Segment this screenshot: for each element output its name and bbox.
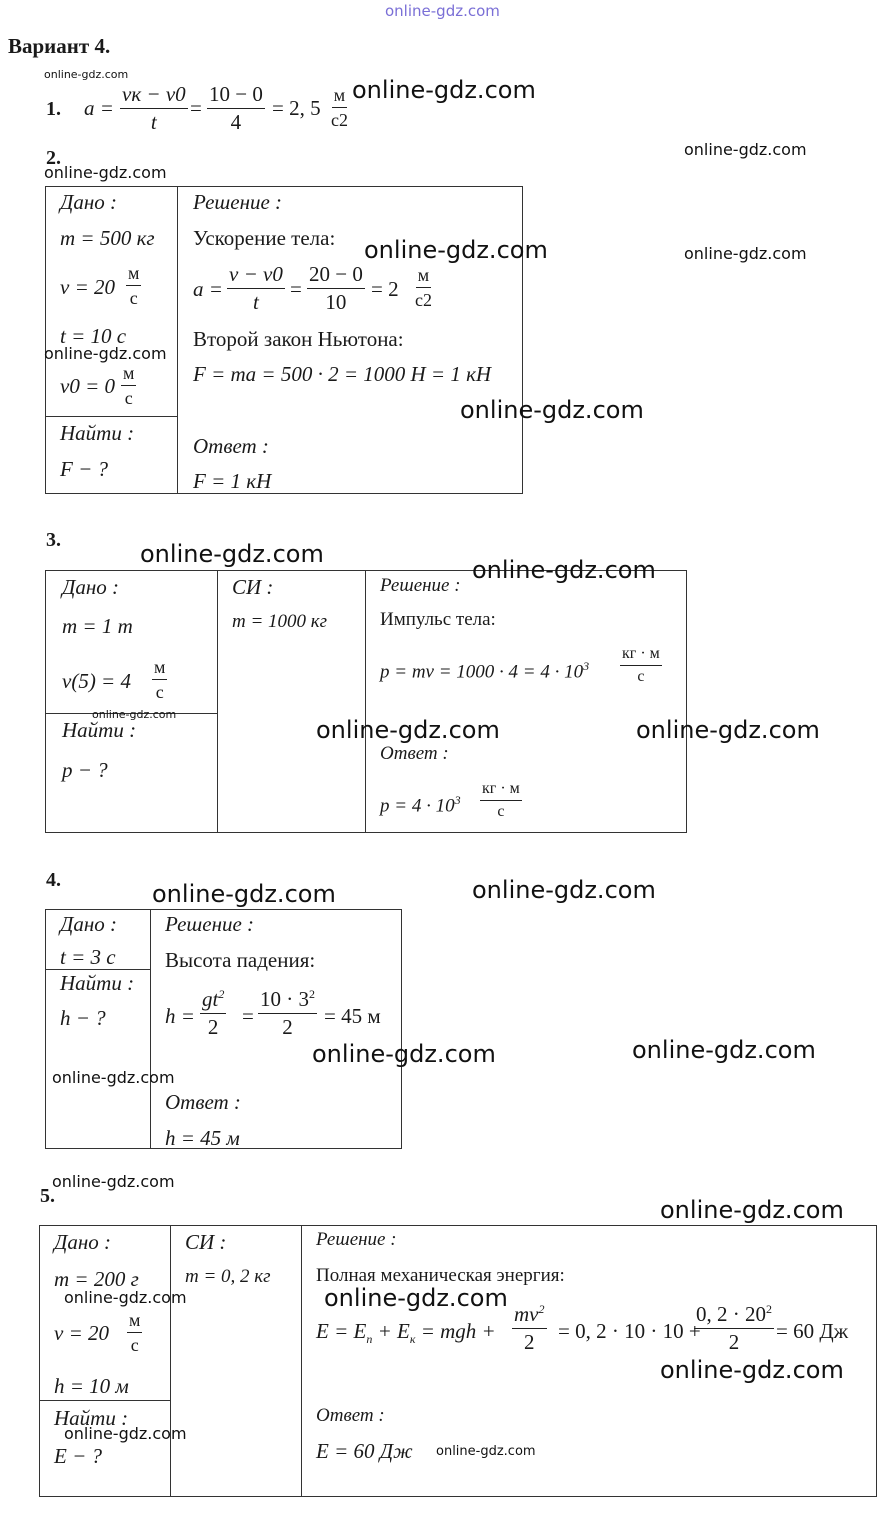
p4-answer-label: Ответ : — [165, 1090, 241, 1114]
p2-accel-frac2: $\frac{20 - 0}{10}$ — [309, 262, 363, 314]
p5-line1: Полная механическая энергия: — [316, 1265, 565, 1286]
watermark: online-gdz.com — [44, 68, 129, 81]
watermark: online-gdz.com — [436, 1444, 536, 1459]
p3-answer-unit: кг · м с — [482, 780, 520, 820]
watermark: online-gdz.com — [44, 344, 167, 363]
p2-accel-result: = 2 — [371, 277, 399, 301]
p3-formula-unit: кг · м с — [622, 645, 660, 685]
p5-answer-label: Ответ : — [316, 1405, 385, 1426]
watermark: online-gdz.com — [472, 876, 656, 904]
problem-5-number: 5. — [40, 1185, 55, 1207]
watermark: online-gdz.com — [140, 540, 324, 568]
watermark: online-gdz.com — [660, 1196, 844, 1224]
p4-result: = 45 м — [324, 1004, 381, 1028]
p5-si: m = 0, 2 кг — [185, 1266, 271, 1287]
watermark: online-gdz.com — [312, 1040, 496, 1068]
p1-fraction-values: $\frac{10 - 0}{4}$ — [209, 82, 263, 134]
p2-given-time: t = 10 с — [60, 324, 127, 348]
page-title: Вариант 4. — [8, 34, 111, 58]
p2-find-label: Найти : — [60, 421, 135, 445]
p3-answer-label: Ответ : — [380, 743, 449, 764]
p5-given-velocity: v = 20 — [54, 1321, 109, 1345]
p4-eq: = — [242, 1004, 254, 1028]
p2-given-label: Дано : — [60, 190, 118, 214]
p1-fraction-velocity: vк − v0 t — [122, 82, 186, 134]
p2-accel-frac1: $\frac{v - v0}{t}$ — [229, 262, 283, 314]
watermark: online-gdz.com — [684, 140, 807, 159]
p1-lhs: a = — [84, 96, 114, 120]
p3-si: m = 1000 кг — [232, 611, 328, 632]
watermark: online-gdz.com — [324, 1284, 508, 1312]
problem-3-number: 3. — [46, 529, 61, 551]
p5-given-velocity-unit: м с — [129, 1310, 141, 1355]
p2-given-mass: m = 500 кг — [60, 226, 155, 250]
p2-given-v0: v0 = 0 — [60, 374, 115, 398]
site-watermark-top: online-gdz.com — [385, 2, 500, 20]
watermark: online-gdz.com — [472, 556, 656, 584]
p1-eq: = — [190, 96, 202, 120]
p2-answer: F = 1 кН — [193, 469, 272, 493]
p4-solution-label: Решение : — [165, 912, 255, 936]
watermark: online-gdz.com — [52, 1172, 175, 1191]
p3-given-label: Дано : — [62, 575, 120, 599]
watermark: online-gdz.com — [660, 1356, 844, 1384]
p2-solution-label: Решение : — [193, 190, 283, 214]
watermark: online-gdz.com — [64, 1288, 187, 1307]
p2-given-velocity: v = 20 — [60, 275, 115, 299]
p5-find: E − ? — [54, 1444, 102, 1468]
p3-find: p − ? — [62, 758, 108, 782]
p2-find: F − ? — [60, 457, 108, 481]
problem-2-number: 2. — [46, 147, 61, 169]
p5-given-height: h = 10 м — [54, 1374, 129, 1398]
p3-si-label: СИ : — [232, 575, 274, 599]
p5-given-mass: m = 200 г — [54, 1267, 139, 1291]
p5-solution-label: Решение : — [316, 1229, 397, 1250]
p5-frac1: $\frac{mv^2}{2}$ — [514, 1302, 545, 1354]
problem-4-number: 4. — [46, 869, 61, 891]
p3-given-mass: m = 1 т — [62, 614, 133, 638]
p3-given-velocity-unit: м с — [154, 657, 166, 702]
problem-1-number: 1. — [46, 98, 61, 120]
p4-frac2: $\frac{10 \cdot 3^2}{2}$ — [260, 987, 315, 1039]
p1-result: = 2, 5 — [272, 96, 321, 120]
p5-answer: E = 60 Дж — [316, 1439, 413, 1463]
p4-given-label: Дано : — [60, 912, 118, 936]
p2-accel-unit: м с2 — [415, 265, 432, 310]
watermark: online-gdz.com — [52, 1068, 175, 1087]
p2-line2: Второй закон Ньютона: — [193, 327, 404, 351]
p5-energy-lhs: $E = E_п + E_к$ = mgh + — [316, 1319, 496, 1347]
p4-answer: h = 45 м — [165, 1126, 240, 1150]
watermark: online-gdz.com — [352, 76, 536, 104]
p3-given-velocity: v(5) = 4 — [62, 669, 131, 693]
p4-frac1: $\frac{gt^2}{2}$ — [202, 987, 225, 1039]
p5-si-label: СИ : — [185, 1230, 227, 1254]
watermark: online-gdz.com — [64, 1424, 187, 1443]
watermark: online-gdz.com — [92, 708, 177, 721]
watermark: online-gdz.com — [152, 880, 336, 908]
p5-find-label: Найти : — [54, 1406, 129, 1430]
p4-given-time: t = 3 с — [60, 945, 116, 969]
p4-find: h − ? — [60, 1006, 106, 1030]
watermark: online-gdz.com — [460, 396, 644, 424]
p4-find-label: Найти : — [60, 971, 135, 995]
watermark: online-gdz.com — [636, 716, 820, 744]
p5-frac2: $\frac{0, 2 \cdot 20^2}{2}$ — [696, 1302, 772, 1354]
watermark: online-gdz.com — [316, 716, 500, 744]
watermark: online-gdz.com — [44, 163, 167, 182]
p2-accel-eq: = — [290, 277, 302, 301]
p2-given-v0-unit: м с — [123, 363, 135, 408]
p5-given-label: Дано : — [54, 1230, 112, 1254]
p2-force: F = ma = 500 · 2 = 1000 Н = 1 кН — [193, 362, 492, 386]
p2-accel-lhs: a = — [193, 277, 223, 301]
p3-solution-label: Решение : — [380, 575, 461, 596]
p2-answer-label: Ответ : — [193, 434, 269, 458]
p5-result: = 60 Дж — [776, 1319, 849, 1343]
watermark: online-gdz.com — [684, 244, 807, 263]
p3-answer: $p = 4 \cdot 10^3$ — [380, 793, 461, 817]
watermark: online-gdz.com — [364, 236, 548, 264]
p1-unit: м с2 — [331, 85, 348, 130]
p3-find-label: Найти : — [62, 718, 137, 742]
watermark: online-gdz.com — [632, 1036, 816, 1064]
p5-mid: = 0, 2 · 10 · 10 + — [558, 1319, 701, 1343]
p4-line1: Высота падения: — [165, 948, 316, 972]
p2-given-velocity-unit: м с — [128, 263, 140, 308]
p3-formula: p = mv = $1000 \cdot 4 = 4 \cdot 10^3$ — [380, 659, 590, 683]
p2-line1: Ускорение тела: — [193, 226, 336, 250]
p3-line1: Импульс тела: — [380, 609, 496, 630]
p4-h-lhs: h = — [165, 1004, 195, 1028]
